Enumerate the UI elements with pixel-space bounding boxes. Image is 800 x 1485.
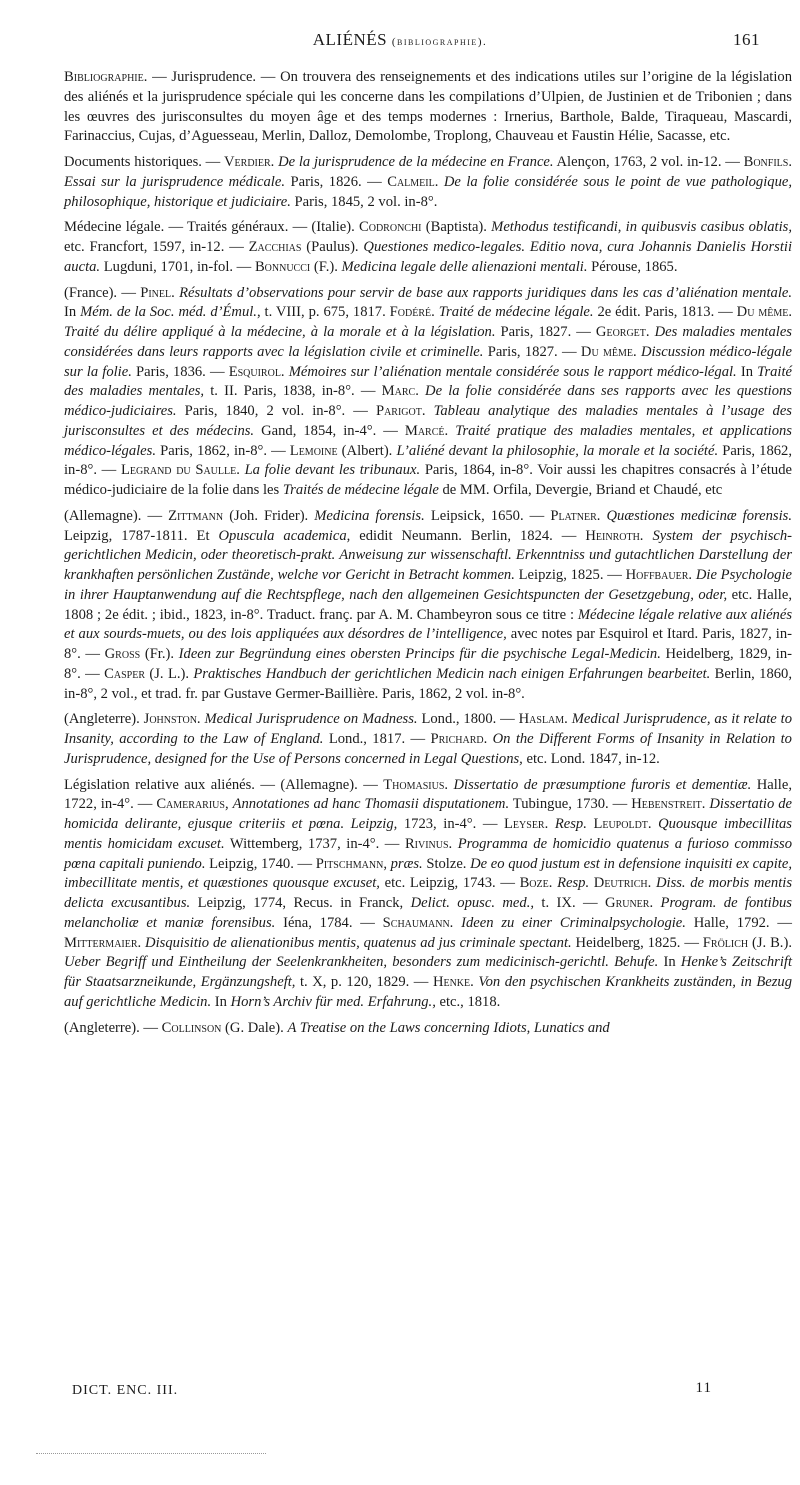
author-name: Bonfils. [743,154,792,170]
work-title: Diss. de morbis mentis delicta excusantibus. [64,875,792,911]
author-name: Leupoldt. [593,816,652,832]
citation-text: Paris, 1826. — [284,173,388,190]
citation-text: etc. Halle, 1808 ; 2e édit. ; ibid., 1823, in-8°. Traduct. franç. par A. M. Chambeyron sous ce titre : [64,586,792,623]
citation-text: etc. Leipzig, 1743. — [379,875,520,892]
author-name: Verdier. [224,154,275,170]
author-name: Rivinus. [404,835,453,852]
signature-number: 11 [695,1380,712,1396]
author-name: Mittermaier. [64,934,142,951]
work-title: Médecine légale relative aux aliénés et aux sourds-muets, ou des lois appliquées aux désordres de l’intelligence, [64,606,792,643]
work-title: Ideen zu einer Criminalpsychologie. [461,914,686,931]
bibliography-paragraph [64,68,792,147]
citation-text: etc., 1818. [435,993,501,1010]
author-name: Schaumann. [382,914,454,931]
citation-text: Leipzig, 1740. — [205,855,316,872]
bibliography-paragraph [64,153,792,212]
work-title: Program. de fontibus melancholiæ et maniæ forensibus. [64,895,792,931]
work-title: Delict. opusc. med., [410,895,535,911]
bibliography-paragraph [64,776,792,1013]
citation-text: Stolze. [422,855,471,872]
author-name: Du même. [736,304,793,321]
citation-text: Paris, 1864, in-8°. Voir aussi les chapitres consacrés à l’étude médico-judiciaire de la folie dans les [64,462,792,498]
citation-text: Paris, 1836. — [131,363,229,380]
citation-text: edidit Neumann. Berlin, 1824. — [350,527,586,544]
work-title: Medical Jurisprudence on Madness. [204,711,418,728]
author-name: Henke. [432,974,474,990]
author-name: Prichard. [430,731,488,747]
author-name: Hoffbauer. [625,567,693,583]
citation-text: Leipzig, 1774, Recus. in Franck, [190,895,411,911]
citation-text: (G. Dale). [221,1019,288,1036]
work-title: Methodus testificandi, in quibusvis casibus oblatis, [491,219,792,236]
citation-text: Gand, 1854, in-4°. — [254,422,405,439]
author-name: Boze. [519,875,553,892]
citation-text: Documents historiques. — [64,154,225,170]
author-name: Fodéré. [389,304,435,321]
citation-text: — Jurisprudence. — On trouvera des renseignements et des indications utiles sur l’origine de la législation des aliénés et la jurisprudence spéciale qui les concerne dans les compilations d’Ulpien, de Justinien et de Tribonien ; dans les œuvres des jurisconsultes du moyen âge et des temps modernes : Irnerius, Barthole, Balde, Tiraqueau, Mascardi, Farinaccius, Cujas, d’Aguesseau, Merlin, Dalloz, Demolombe, Troplong, Chauveau et Faustin Hélie, Sacasse, etc. [64,69,792,145]
work-title: Disquisitio de alienationibus mentis, quatenus ad jus criminale spectant. [145,934,572,951]
bibliography-paragraph [64,507,792,705]
author-name: Esquirol. [228,363,285,380]
bibliography-paragraph [64,218,792,277]
running-head-title [0,30,800,50]
citation-text: Législation relative aux aliénés. — (Allemagne). — [64,776,384,793]
citation-text: Alençon, 1763, 2 vol. in-12. — [553,154,744,170]
work-title: De la folie considérée sous le point de vue pathologique, philosophique, historique et judiciaire. [64,173,792,210]
author-name: Haslam. [518,711,568,728]
citation-text [453,915,461,931]
work-title: System der psychisch-gerichtlichen Medicin, oder theoretisch-prakt. Anweisung zur wissenschaftl. Erkenntniss und gutachtlichen Darstellung der krankhaften persönlichen Zustände, welche vor Gericht in Betracht kommen. [64,527,793,583]
work-title: Quousque imbecillitas mentis homicidam excuset. [64,816,792,852]
work-title: Traité pratique des maladies mentales, et applications médico-légales. [64,422,792,459]
signature-mark: DICT. ENC. III. [72,1383,179,1398]
work-title: Mém. de la Soc. méd. d’Émul. [80,304,257,321]
citation-text: In [658,954,681,971]
work-title: De la jurisprudence de la médecine en France. [278,154,554,170]
author-name: Frölich [702,934,749,951]
work-title: A Treatise on the Laws concerning Idiots, Lunatics and [287,1019,610,1036]
citation-text: Halle, 1722, in-4°. — [64,776,792,813]
work-title: Praktisches Handbuch der gerichtlichen Medicin nach einigen Erfahrungen bearbeitet. [193,665,711,682]
citation-text: Heidelberg, 1825. — [571,934,703,951]
work-title: Quæstiones medicinæ forensis. [606,507,792,524]
work-title: Tableau analytique des maladies mentales à l’usage des jurisconsultes et des médecins. [64,403,792,439]
work-title: Medicina legale delle alienazioni mentali. [341,258,588,275]
author-name: Codronchi [359,219,422,236]
work-title: Discussion médico-légale sur la folie. [64,343,792,380]
citation-text: t. IX. — [534,895,606,911]
citation-text: t. X, p. 120, 1829. — [295,974,433,990]
work-title: Von den psychischen Krankheits zuständen, in Bezug auf gerichtliche Medicin. [64,974,793,1010]
citation-text: (Angleterre). — [64,1019,162,1036]
citation-text [548,816,555,832]
citation-text: Médecine légale. — Traités généraux. — (Italie). [64,219,359,236]
work-title: Essai sur la jurisprudence médicale. [64,173,285,190]
work-title: Traité de médecine légale. [438,304,594,321]
citation-text: de MM. Orfila, Devergie, Briand et Chaudé, etc [438,482,723,498]
bibliography-text [64,68,792,1038]
citation-text: Halle, 1792. — [685,914,792,931]
citation-text: Berlin, 1860, in-8°, 2 vol., et trad. fr. par Gustave Germer-Baillière. Paris, 1862, 2 vol. in-8°. [64,665,792,702]
citation-text: 1723, in-4°. — [397,816,505,832]
bottom-rule [36,1453,266,1454]
author-name: Bonnucci [254,258,311,275]
work-title: Resp. [557,875,590,892]
work-title: On the Different Forms of Insanity in Relation to Jurisprudence, designed for the Use of Persons concerned in Legal Questions, [64,731,792,767]
page-footer [72,1380,712,1405]
work-title: Ideen zur Begründung eines obersten Princips für die psychische Legal-Medicin. [178,646,661,662]
work-title: Horn’s Archiv für med. Erfahrung., [230,993,436,1010]
citation-text: Lond., 1800. — [417,711,519,728]
work-title: Des maladies mentales considérées dans leurs rapports avec la législation civile et criminelle. [64,324,792,360]
page-number: 161 [733,30,760,49]
citation-text: In [64,304,81,321]
running-head-sub: (bibliographie). [391,36,488,48]
citation-text: (J. B.). [748,934,792,951]
citation-text: Pérouse, 1865. [587,258,678,275]
citation-text: t. II. Paris, 1838, in-8°. — [204,383,382,400]
work-title: Programma de homicidio quatenus a furioso commisso pœna capitali puniendo. [64,835,792,872]
running-head-main: ALIÉNÉS [312,30,388,49]
citation-text: etc. Lond. 1847, in-12. [522,750,660,767]
citation-text: etc. Francfort, 1597, in-12. — [64,239,249,255]
work-title: Resp. [554,816,587,832]
author-name: Thomasius. [383,776,449,793]
work-title: Dissertatio de præsumptione furoris et dementiæ. [453,776,752,793]
work-title: Mémoires sur l’aliénation mentale considérée sous le rapport médico-légal. [288,363,737,380]
bibliography-paragraph [64,284,792,501]
work-title: Traité du délire appliqué à la médecine, à la morale et à la législation. [64,324,496,340]
citation-text: (Angleterre). [64,711,144,728]
author-name: Gruner. [605,895,654,911]
author-name: Leyser. [504,816,549,832]
citation-text: (Joh. Frider). [223,507,315,524]
citation-text: Leipzig, 1825. — [514,567,626,583]
author-name: Johnston. [143,711,201,728]
citation-text: 2e édit. Paris, 1813. — [593,304,737,321]
author-name: Marc. [381,383,419,400]
citation-text: (Baptista). [421,219,492,236]
citation-text: Heidelberg, 1829, in-8°. — [64,646,793,682]
citation-text: Paris, 1827. — [483,343,581,360]
citation-text: avec notes par Esquirol et Itard. Paris, 1827, in-8°. — [64,626,792,662]
work-title: Dissertatio de homicida delirante, ejusque criteriis et pœna. Leipzig, [64,796,792,832]
author-name: Pinel. [140,284,175,301]
citation-text: Lond., 1817. — [323,731,431,747]
author-name: Marcé. [404,422,449,439]
citation-text: Leipzig, 1787-1811. Et [64,527,219,544]
citation-text: (France). — [64,284,141,301]
author-name: Pitschmann, [315,855,387,872]
citation-text: Paris, 1840, 2 vol. in-8°. — [176,403,376,419]
citation-text: (F.). [310,258,342,275]
citation-text [426,403,434,419]
author-name: Platner. [550,507,601,524]
citation-text: Paris, 1827. — [495,324,596,340]
citation-text: Paris, 1862, in-8°. — [156,442,290,459]
work-title: Ueber Begriff und Eintheilung der Seelenkrankheiten, besonders zum medicinisch-gerichtl. Behufe. [64,954,659,971]
work-title: Medical Jurisprudence, as it relate to Insanity, according to the Law of England. [64,711,793,747]
citation-text: Lugduni, 1701, in-fol. — [100,258,255,275]
author-name: Georget. [595,324,650,340]
bibliography-paragraph [64,1019,792,1039]
work-title: De eo quod justum est in defensione inquisiti ex capite, imbecillitate mentis, et quæstiones quousque excuset, [64,855,792,892]
citation-text: Leipsick, 1650. — [424,507,551,524]
author-name: Du même. [580,343,637,360]
citation-text: Iéna, 1784. — [275,914,383,931]
author-name: Hebenstreit. [631,796,706,813]
citation-text: Paris, 1845, 2 vol. in-8°. [290,193,438,210]
citation-text: Wittemberg, 1737, in-4°. — [224,835,405,852]
author-name: Lemoine [289,442,338,459]
citation-text: , t. VIII, p. 675, 1817. [256,304,390,321]
work-title: Résultats d’observations pour servir de base aux rapports juridiques dans les cas d’aliénation mentale. [179,284,793,301]
citation-text: Paris, 1862, in-8°. — [64,442,792,479]
author-name: Legrand du Saulle. [120,462,240,479]
work-title: L’aliéné devant la philosophie, la morale et la société. [396,442,719,459]
work-title: Opuscula academica, [218,527,351,544]
citation-text: In [211,993,231,1010]
author-name: Collinson [161,1019,222,1036]
author-name: Calmeil. [387,173,439,190]
author-name: Zacchias [248,239,302,255]
work-title: Henke’s Zeitschrift für Staatsarzneikunde, Ergänzungsheft, [64,954,792,990]
author-name: Zittmann [168,507,224,524]
citation-text: (Fr.). [140,646,179,662]
author-name: Camerarius, [156,796,229,813]
work-title: Traités de médecine légale [282,482,439,498]
citation-text: (Albert). [337,442,397,459]
author-name: Casper [104,665,145,682]
author-name: Deutrich. [593,875,652,892]
citation-text [653,895,660,911]
work-title: Traité des maladies mentales, [64,363,793,400]
author-name: Heinroth. [585,527,644,544]
citation-text: In [736,363,758,380]
bibliography-paragraph [64,710,792,769]
work-title: De la folie considérée dans ses rapports avec les questions médico-judiciaires. [64,383,792,419]
work-title: Medicina forensis. [314,507,425,524]
citation-text: Tubingue, 1730. — [509,796,632,813]
work-title: Die Psychologie in ihrer Hauptanwendung auf die Rechtspflege, nach den allgemeinen Gesichtspuncten der Gesetzgebung, oder, [64,567,793,603]
work-title: Questiones medico-legales. Editio nova, cura Johannis Danielis Horstii aucta. [64,239,792,275]
author-name: Parigot. [375,403,426,419]
author-name: Gross [104,646,141,662]
citation-text: (Allemagne). — [64,507,169,524]
work-title: La folie devant les tribunaux. [244,462,421,479]
work-title: Annotationes ad hanc Thomasii disputationem. [232,796,510,813]
citation-text: (J. L.). [145,665,194,682]
citation-text: (Paulus). [301,239,364,255]
work-title: præs. [390,855,423,872]
author-name: Bibliographie. [64,69,148,85]
running-head [0,30,800,54]
